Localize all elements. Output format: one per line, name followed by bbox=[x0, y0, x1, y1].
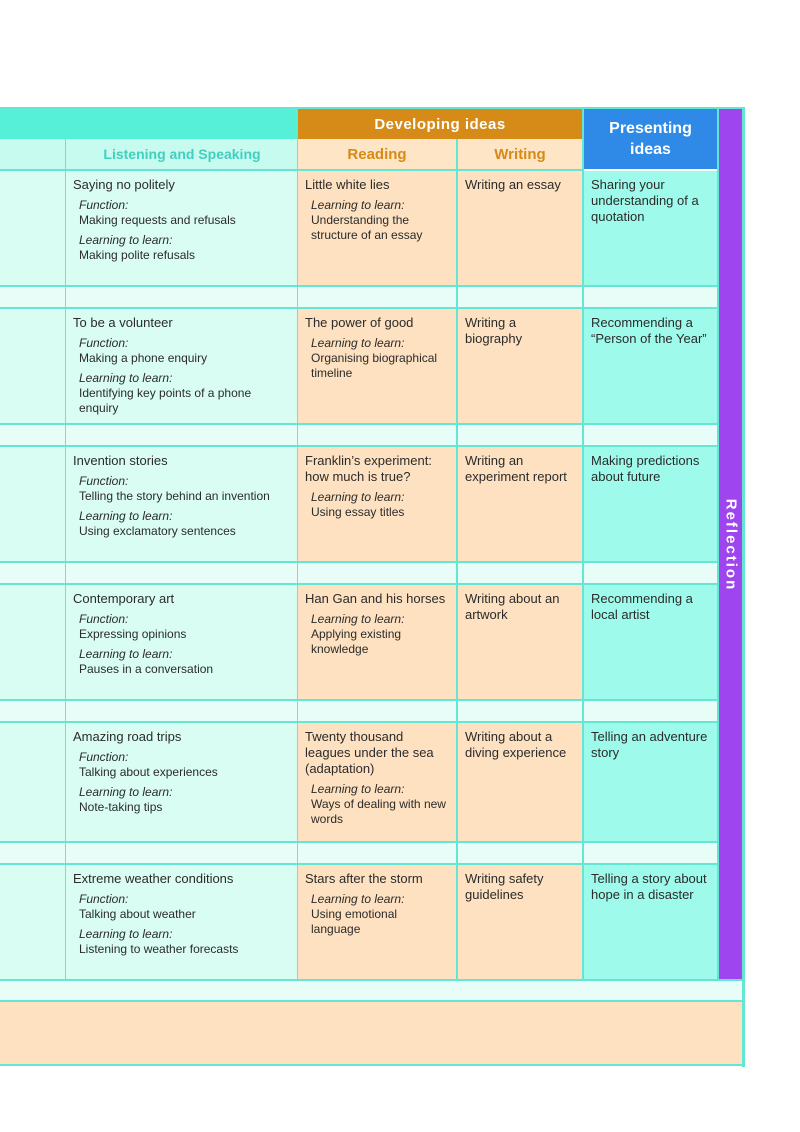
reading-cell bbox=[298, 171, 456, 285]
learning-label: Learning to learn: bbox=[311, 612, 405, 626]
learning-value: Using emotional language bbox=[311, 907, 398, 936]
col-divider bbox=[717, 109, 719, 981]
writing-cell: Writing an experiment report bbox=[458, 447, 582, 561]
row-divider bbox=[0, 561, 717, 563]
learning-value: Ways of dealing with new words bbox=[311, 797, 446, 826]
presenting-ideas-header: Presenting ideas bbox=[584, 109, 717, 169]
learning-value: Applying existing knowledge bbox=[311, 627, 402, 656]
reading-cell bbox=[298, 723, 456, 841]
presenting-cell: Sharing your understanding of a quotation bbox=[584, 171, 717, 285]
learning-value: Pauses in a conversation bbox=[79, 662, 214, 676]
reading-header: Reading bbox=[298, 139, 456, 169]
header-band bbox=[0, 109, 298, 139]
developing-ideas-header: Developing ideas bbox=[298, 109, 582, 139]
row-gap bbox=[0, 563, 717, 583]
lesson-title: Extreme weather conditions bbox=[73, 871, 234, 886]
lesson-title: To be a volunteer bbox=[73, 315, 173, 330]
row-gap bbox=[0, 287, 717, 307]
row-divider bbox=[0, 699, 717, 701]
reading-cell bbox=[298, 447, 456, 561]
learning-label: Learning to learn: bbox=[79, 647, 173, 661]
function-value: Expressing opinions bbox=[79, 627, 187, 641]
presenting-cell: Telling an adventure story bbox=[584, 723, 717, 841]
writing-cell: Writing an essay bbox=[458, 171, 582, 285]
learning-label: Learning to learn: bbox=[311, 490, 405, 504]
presenting-cell: Telling a story about hope in a disaster bbox=[584, 865, 717, 979]
col-divider bbox=[456, 139, 458, 981]
table-top-border bbox=[0, 107, 745, 109]
subheader-left-blank bbox=[0, 139, 66, 169]
reading-cell bbox=[298, 585, 456, 699]
lesson-title: Saying no politely bbox=[73, 177, 175, 192]
row-divider bbox=[0, 285, 717, 287]
table-bottom-border bbox=[0, 1064, 745, 1066]
lesson-title: Invention stories bbox=[73, 453, 168, 468]
bottom-gap bbox=[0, 981, 742, 1001]
reading-cell bbox=[298, 309, 456, 423]
writing-cell: Writing safety guidelines bbox=[458, 865, 582, 979]
learning-label: Learning to learn: bbox=[79, 233, 173, 247]
learning-label: Learning to learn: bbox=[79, 509, 173, 523]
listening-speaking-header: Listening and Speaking bbox=[66, 139, 298, 169]
row-divider bbox=[0, 445, 717, 447]
learning-label: Learning to learn: bbox=[79, 927, 173, 941]
reflection-bar bbox=[719, 109, 742, 980]
writing-cell: Writing about an artwork bbox=[458, 585, 582, 699]
learning-label: Learning to learn: bbox=[311, 892, 405, 906]
row-divider bbox=[0, 841, 717, 843]
function-value: Talking about experiences bbox=[79, 765, 218, 779]
function-value: Making a phone enquiry bbox=[79, 351, 208, 365]
row-divider bbox=[0, 721, 717, 723]
learning-value: Using essay titles bbox=[311, 505, 405, 519]
row-left-margin bbox=[0, 865, 66, 979]
learning-value: Listening to weather forecasts bbox=[79, 942, 239, 956]
row-divider bbox=[0, 423, 717, 425]
function-label: Function: bbox=[79, 612, 129, 626]
row-left-margin bbox=[0, 447, 66, 561]
bottom-band bbox=[0, 1001, 742, 1065]
learning-value: Organising biographical timeline bbox=[311, 351, 438, 380]
reflection-label: Reflection bbox=[722, 498, 739, 591]
col-divider bbox=[65, 139, 66, 981]
row-divider bbox=[0, 1000, 745, 1002]
learning-value: Using exclamatory sentences bbox=[79, 524, 236, 538]
row-gap bbox=[0, 843, 717, 863]
learning-value: Identifying key points of a phone enquiry bbox=[79, 386, 252, 415]
row-divider bbox=[0, 583, 717, 585]
reading-title: Little white lies bbox=[305, 177, 390, 192]
listening-speaking-cell bbox=[66, 865, 298, 979]
row-left-margin bbox=[0, 723, 66, 841]
reading-title: Stars after the storm bbox=[305, 871, 423, 886]
reading-title: Twenty thousand leagues under the sea (adaptation) bbox=[305, 729, 434, 776]
learning-label: Learning to learn: bbox=[311, 336, 405, 350]
col-divider bbox=[297, 109, 298, 981]
writing-cell: Writing about a diving experience bbox=[458, 723, 582, 841]
learning-label: Learning to learn: bbox=[311, 198, 405, 212]
function-value: Talking about weather bbox=[79, 907, 196, 921]
function-label: Function: bbox=[79, 474, 129, 488]
listening-speaking-cell bbox=[66, 309, 298, 423]
reading-title: Han Gan and his horses bbox=[305, 591, 446, 606]
listening-speaking-cell bbox=[66, 723, 298, 841]
function-label: Function: bbox=[79, 198, 129, 212]
function-value: Telling the story behind an invention bbox=[79, 489, 270, 503]
row-divider bbox=[0, 307, 717, 309]
row-divider bbox=[0, 979, 745, 981]
writing-header: Writing bbox=[458, 139, 582, 169]
row-left-margin bbox=[0, 309, 66, 423]
learning-label: Learning to learn: bbox=[311, 782, 405, 796]
reading-title: The power of good bbox=[305, 315, 414, 330]
reading-title: Franklin’s experiment: how much is true? bbox=[305, 453, 432, 484]
lesson-title: Contemporary art bbox=[73, 591, 175, 606]
row-divider bbox=[0, 169, 584, 171]
learning-label: Learning to learn: bbox=[79, 785, 173, 799]
function-value: Making requests and refusals bbox=[79, 213, 236, 227]
learning-value: Understanding the structure of an essay bbox=[311, 213, 423, 242]
listening-speaking-cell bbox=[66, 171, 298, 285]
col-divider bbox=[582, 109, 584, 981]
row-divider bbox=[0, 863, 717, 865]
function-label: Function: bbox=[79, 892, 129, 906]
row-gap bbox=[0, 701, 717, 721]
listening-speaking-cell bbox=[66, 585, 298, 699]
table-right-border bbox=[742, 107, 745, 1067]
learning-label: Learning to learn: bbox=[79, 371, 173, 385]
row-gap bbox=[0, 425, 717, 445]
presenting-cell: Recommending a local artist bbox=[584, 585, 717, 699]
function-label: Function: bbox=[79, 336, 129, 350]
reading-cell bbox=[298, 865, 456, 979]
learning-value: Making polite refusals bbox=[79, 248, 196, 262]
presenting-cell: Making predictions about future bbox=[584, 447, 717, 561]
function-label: Function: bbox=[79, 750, 129, 764]
writing-cell: Writing a biography bbox=[458, 309, 582, 423]
row-left-margin bbox=[0, 585, 66, 699]
presenting-cell: Recommending a “Person of the Year” bbox=[584, 309, 717, 423]
learning-value: Note-taking tips bbox=[79, 800, 163, 814]
lesson-title: Amazing road trips bbox=[73, 729, 182, 744]
row-left-margin bbox=[0, 171, 66, 285]
listening-speaking-cell bbox=[66, 447, 298, 561]
